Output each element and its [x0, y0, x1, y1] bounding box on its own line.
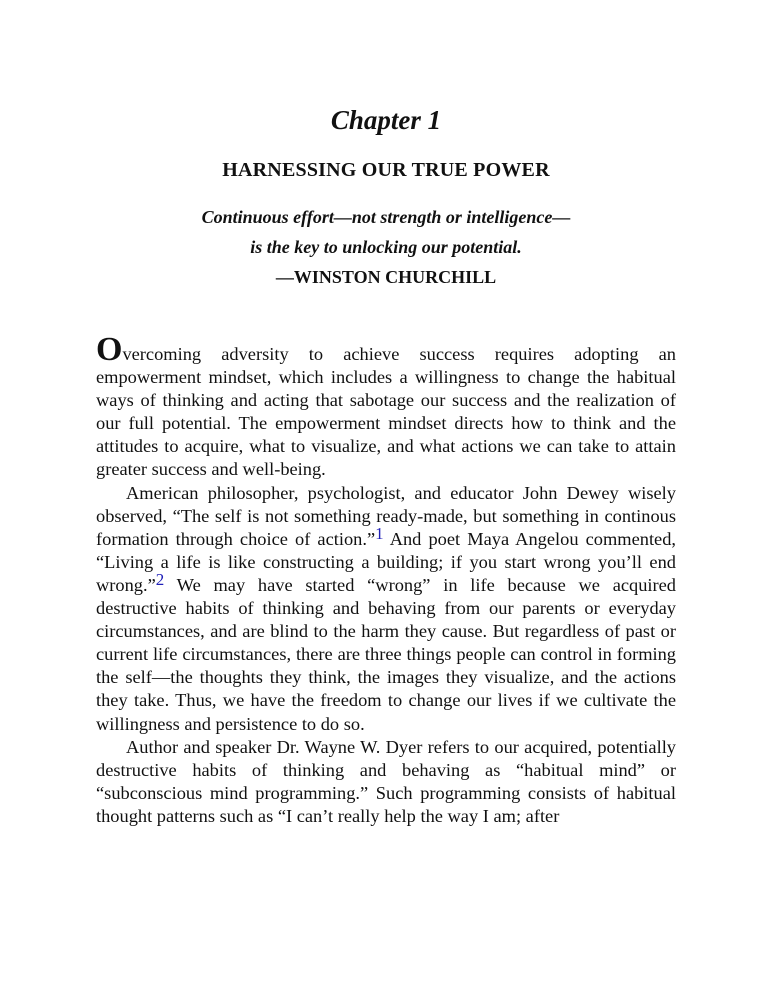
paragraph-1-text: vercoming adversity to achieve success requires adopting an empowerment mindset, which includes a willingness to change the habitual ways of thinking and acting that sabotage our success and the realization of our full potential. The empowerment mindset directs how to think and the attitudes to acquire, what to visualize, and what actions we can take to attain greater success and well-being. [96, 344, 676, 480]
footnote-ref-1[interactable]: 1 [375, 523, 384, 543]
body-text [96, 331, 677, 828]
paragraph-3 [96, 736, 676, 828]
paragraph-2 [96, 482, 676, 736]
epigraph [0, 202, 772, 291]
chapter-number: Chapter 1 [330, 105, 442, 135]
epigraph-line-2: is the key to unlocking our potential. [250, 237, 522, 257]
footnote-ref-2[interactable]: 2 [155, 569, 165, 589]
chapter-title: HARNESSING OUR TRUE POWER [222, 159, 550, 181]
epigraph-line-1: Continuous effort—not strength or intelligence— [201, 207, 571, 227]
epigraph-author: —WINSTON CHURCHILL [275, 267, 497, 287]
paragraph-3-text: Author and speaker Dr. Wayne W. Dyer refers to our acquired, potentially destructive habits of thinking and behaving as “habitual mind” or “subconscious mind programming.” Such programming consists of habitual thought patterns such as “I can’t really help the way I am; after [96, 736, 676, 826]
initial-letter: O [96, 331, 123, 368]
paragraph-2-part-1: American philosopher, psychologist, and educator John Dewey wisely observed, “The self is not something ready-made, but something in continous formation through choice of action.” [96, 482, 676, 549]
paragraph-1 [96, 331, 676, 482]
paragraph-2-part-3: We may have started “wrong” in life because we acquired destructive habits of thinking and behaving from our parents or everyday circumstances, and are blind to the harm they cause. But regardless of past or current life circumstances, there are three things people can control in forming the self—the thoughts they think, the images they visualize, and the actions they take. Thus, we have the freedom to change our lives if we cultivate the willingness and persistence to do so. [96, 574, 676, 734]
paragraph-2-part-2: And poet Maya Angelou commented, “Living a life is like constructing a building; if you start wrong you’ll end wrong.” [96, 528, 677, 595]
